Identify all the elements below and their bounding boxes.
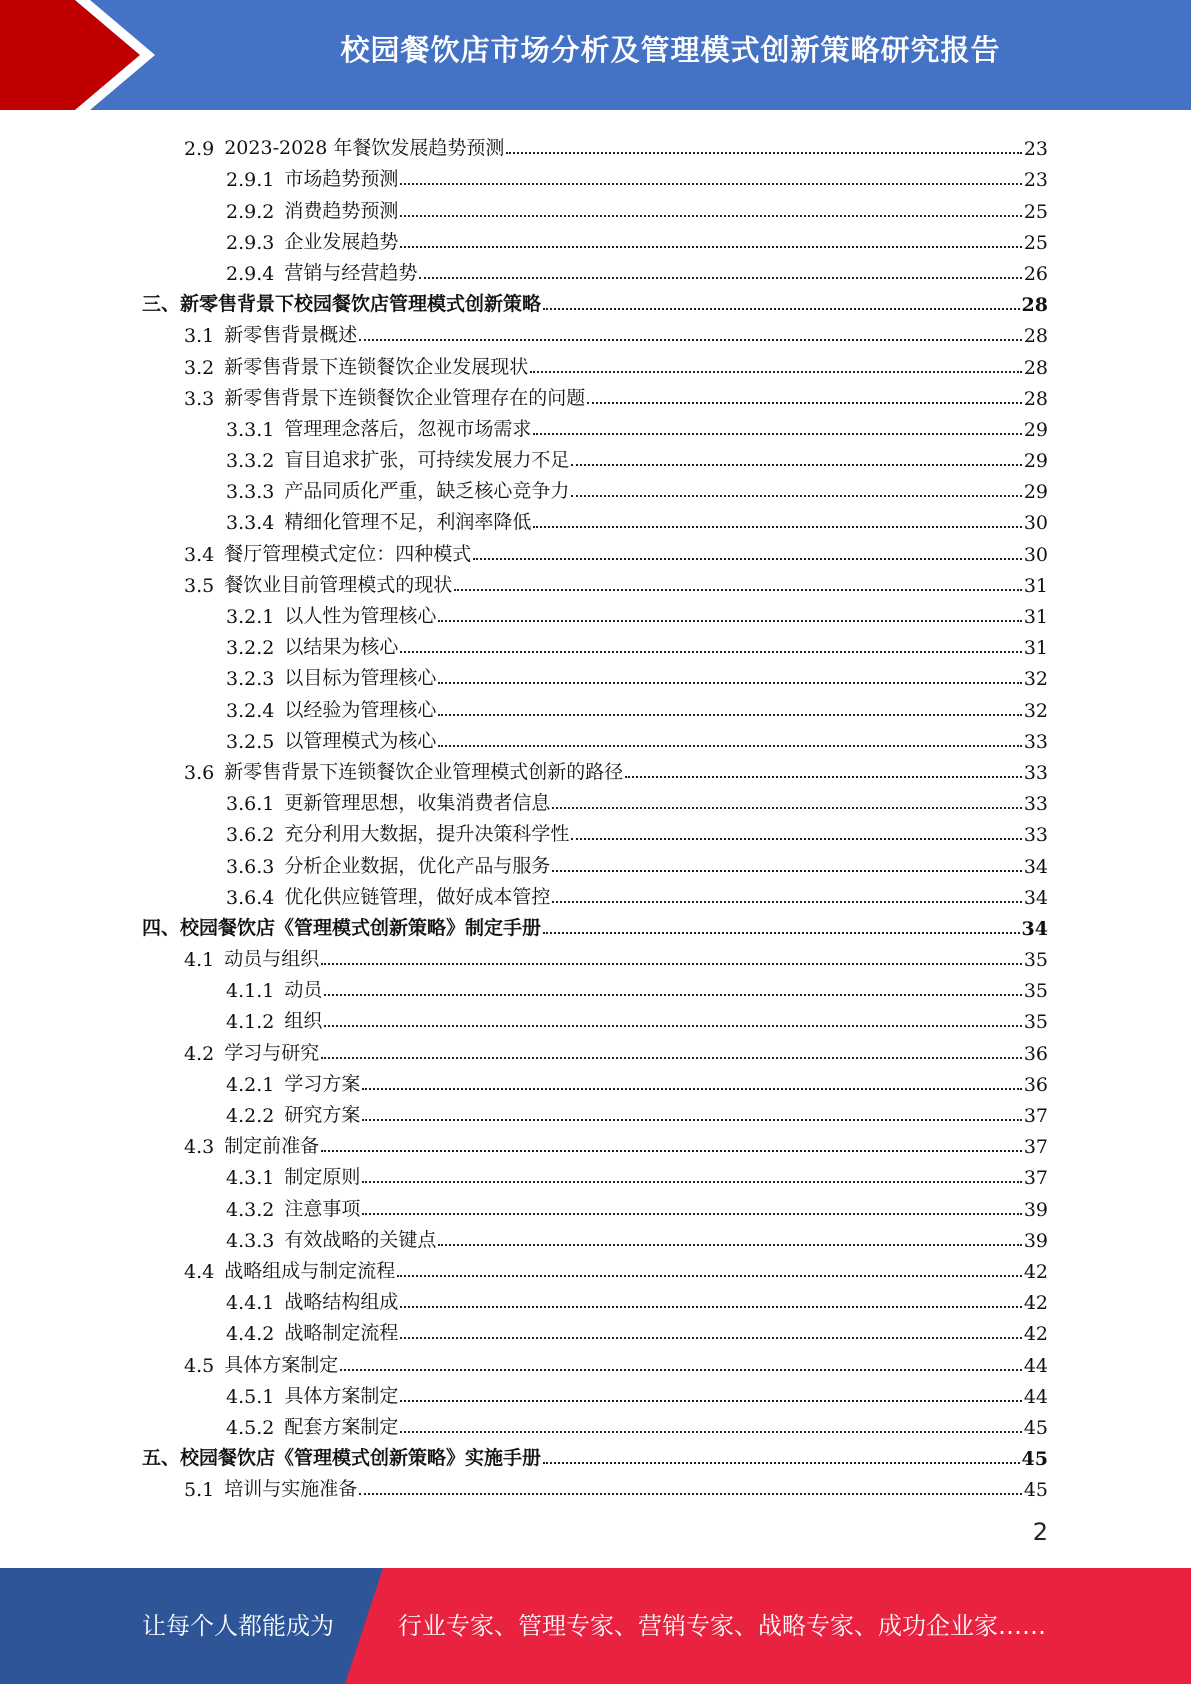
toc-entry-page: 45	[1023, 1479, 1048, 1502]
toc-entry-title: 研究方案	[284, 1104, 361, 1126]
toc-dot-leader	[321, 1150, 1022, 1152]
toc-entry[interactable]	[142, 971, 1048, 1002]
toc-dot-leader	[362, 1181, 1021, 1183]
toc-entry-title: 管理理念落后，忽视市场需求	[284, 417, 532, 440]
toc-entry[interactable]	[142, 1283, 1048, 1314]
toc-dot-leader	[533, 526, 1021, 528]
toc-entry-number: 4.5.2	[226, 1416, 275, 1439]
toc-entry-number: 4.4.2	[226, 1323, 275, 1346]
toc-entry-title: 配套方案制定	[284, 1415, 399, 1438]
toc-entry[interactable]	[142, 129, 1048, 160]
toc-entry-page: 35	[1023, 949, 1048, 972]
toc-entry-page: 34	[1023, 855, 1048, 878]
toc-entry-page: 29	[1023, 418, 1048, 441]
toc-entry-page: 32	[1023, 699, 1048, 722]
toc-entry-number: 4.1	[184, 949, 215, 972]
table-of-contents	[142, 129, 1048, 1501]
toc-entry-number: 3.2.4	[226, 699, 275, 722]
toc-entry-title: 具体方案制定	[284, 1384, 399, 1407]
toc-entry-page: 31	[1023, 606, 1048, 628]
toc-entry[interactable]	[142, 815, 1048, 846]
toc-entry-title: 新零售背景概述	[224, 324, 358, 347]
toc-dot-leader	[587, 402, 1022, 404]
toc-entry-title: 战略组成与制定流程	[224, 1259, 396, 1282]
toc-entry-title: 校园餐饮店《管理模式创新策略》实施手册	[180, 1447, 542, 1470]
toc-dot-leader	[552, 870, 1021, 872]
toc-entry-number: 3.6.4	[226, 886, 275, 909]
toc-entry-number: 3.6.2	[226, 824, 275, 847]
toc-entry-page: 39	[1023, 1229, 1048, 1252]
toc-entry[interactable]	[142, 1252, 1048, 1283]
footer-slogan-right: 行业专家、管理专家、营销专家、战略专家、成功企业家……	[398, 1612, 1046, 1640]
toc-entry[interactable]	[142, 1377, 1048, 1408]
toc-entry-title: 注意事项	[284, 1197, 361, 1220]
toc-dot-leader	[340, 1369, 1022, 1371]
toc-dot-leader	[324, 994, 1021, 996]
toc-entry-title: 新零售背景下连锁餐饮企业管理模式创新的路径	[224, 760, 624, 783]
toc-entry-number: 4.5	[184, 1354, 215, 1377]
toc-entry-title: 制定原则	[284, 1166, 361, 1189]
toc-entry-number: 3.4	[184, 543, 215, 566]
toc-entry[interactable]	[142, 1408, 1048, 1439]
toc-dot-leader	[438, 714, 1021, 716]
toc-entry-title: 校园餐饮店《管理模式创新策略》制定手册	[180, 916, 542, 939]
toc-entry-number: 2.9.4	[226, 262, 275, 285]
toc-entry[interactable]	[142, 441, 1048, 472]
toc-dot-leader	[438, 745, 1021, 747]
toc-entry-page: 31	[1023, 637, 1048, 660]
toc-entry[interactable]	[142, 1033, 1048, 1064]
toc-entry-title: 战略结构组成	[284, 1291, 399, 1314]
toc-entry-title: 有效战略的关键点	[284, 1228, 437, 1251]
toc-entry-page: 25	[1023, 231, 1048, 254]
toc-entry[interactable]	[142, 1065, 1048, 1096]
toc-entry-title: 动员与组织	[224, 948, 320, 971]
toc-entry[interactable]	[142, 1096, 1048, 1127]
toc-entry-page: 30	[1023, 543, 1048, 566]
toc-entry-title: 以目标为管理核心	[284, 667, 437, 690]
toc-dot-leader	[530, 371, 1022, 373]
toc-dot-leader	[359, 339, 1022, 341]
toc-entry-page: 23	[1023, 169, 1048, 192]
toc-dot-leader	[571, 464, 1021, 466]
toc-dot-leader	[400, 1306, 1021, 1308]
toc-entry-page: 35	[1023, 980, 1048, 1003]
toc-dot-leader	[362, 1088, 1021, 1090]
toc-entry-title: 更新管理思想，收集消费者信息	[284, 792, 551, 815]
toc-entry-number: 3.2.5	[226, 730, 275, 753]
toc-entry-page: 29	[1023, 481, 1048, 504]
toc-entry-number: 4.2	[184, 1042, 215, 1065]
toc-entry-page: 30	[1023, 512, 1048, 535]
toc-entry-title: 以人性为管理核心	[284, 605, 437, 627]
toc-entry-page: 33	[1023, 730, 1048, 753]
toc-dot-leader	[400, 215, 1021, 217]
toc-dot-leader	[438, 682, 1021, 684]
toc-entry-number: 3.3.4	[226, 512, 275, 535]
toc-entry-number: 2.9.2	[226, 200, 275, 223]
toc-dot-leader	[438, 1244, 1021, 1246]
toc-entry-page: 44	[1023, 1385, 1048, 1408]
toc-entry-number: 5.1	[184, 1479, 215, 1502]
toc-dot-leader	[438, 620, 1021, 622]
toc-entry-page: 45	[1023, 1416, 1048, 1439]
toc-dot-leader	[400, 1431, 1021, 1433]
toc-entry-page: 33	[1023, 761, 1048, 784]
toc-entry-title: 战略制定流程	[284, 1322, 399, 1345]
toc-entry[interactable]	[142, 191, 1048, 222]
toc-entry[interactable]	[142, 1221, 1048, 1252]
toc-entry-number: 4.1.1	[226, 980, 275, 1003]
toc-entry-page: 36	[1023, 1042, 1048, 1065]
toc-entry-number: 4.4.1	[226, 1292, 275, 1315]
toc-entry[interactable]	[142, 410, 1048, 441]
toc-entry[interactable]	[142, 628, 1048, 659]
toc-entry[interactable]	[142, 379, 1048, 410]
toc-entry-title: 学习方案	[284, 1072, 361, 1095]
toc-entry[interactable]	[142, 846, 1048, 877]
toc-entry[interactable]	[142, 223, 1048, 254]
toc-entry-title: 消费趋势预测	[284, 199, 399, 222]
toc-entry-number: 3.2	[184, 356, 215, 379]
toc-dot-leader	[543, 1462, 1020, 1464]
toc-entry-page: 23	[1023, 138, 1048, 161]
toc-dot-leader	[473, 558, 1022, 560]
toc-entry-number: 3.3.2	[226, 450, 275, 473]
toc-dot-leader	[324, 1025, 1021, 1027]
toc-entry-number: 3.2.1	[226, 606, 275, 628]
toc-entry-title: 以经验为管理核心	[284, 698, 437, 721]
toc-entry-number: 4.2.1	[226, 1073, 275, 1096]
toc-entry-number: 4.3.1	[226, 1167, 275, 1190]
toc-entry-page: 44	[1023, 1354, 1048, 1377]
toc-entry-number: 4.1.2	[226, 1011, 275, 1034]
toc-entry-title: 学习与研究	[224, 1041, 320, 1064]
toc-dot-leader	[321, 1057, 1022, 1059]
toc-entry-page: 34	[1021, 917, 1048, 940]
toc-entry-number: 4.2.2	[226, 1105, 275, 1127]
toc-entry-page: 42	[1023, 1323, 1048, 1346]
toc-entry-number: 3.6.1	[226, 793, 275, 816]
toc-entry-number: 4.5.1	[226, 1385, 275, 1408]
toc-dot-leader	[400, 651, 1021, 653]
toc-entry[interactable]	[142, 659, 1048, 690]
toc-entry-number: 3.3.1	[226, 418, 275, 441]
toc-dot-leader	[400, 1337, 1021, 1339]
toc-entry-title: 盲目追求扩张，可持续发展力不足	[284, 449, 570, 472]
toc-entry[interactable]	[142, 1314, 1048, 1345]
toc-entry-page: 37	[1023, 1136, 1048, 1159]
toc-entry-page: 29	[1023, 450, 1048, 473]
toc-entry-title: 产品同质化严重，缺乏核心竞争力	[284, 480, 570, 503]
toc-entry-page: 28	[1023, 325, 1048, 348]
footer-slogan-left: 让每个人都能成为	[142, 1612, 334, 1640]
toc-entry-page: 42	[1023, 1292, 1048, 1315]
toc-dot-leader	[571, 838, 1021, 840]
toc-dot-leader	[400, 246, 1021, 248]
toc-entry-number: 2.9.1	[226, 169, 275, 192]
toc-entry[interactable]	[142, 1345, 1048, 1376]
toc-entry-title: 新零售背景下连锁餐饮企业管理存在的问题	[224, 386, 586, 409]
toc-entry[interactable]	[142, 347, 1048, 378]
toc-entry-title: 餐饮业目前管理模式的现状	[224, 573, 453, 596]
toc-entry-number: 3.5	[184, 574, 215, 597]
toc-entry-page: 28	[1021, 294, 1048, 317]
red-chevron-shape	[0, 0, 140, 110]
toc-entry[interactable]	[142, 534, 1048, 565]
toc-entry-number: 3.3.3	[226, 481, 275, 504]
toc-dot-leader	[362, 1119, 1021, 1121]
toc-dot-leader	[625, 776, 1022, 778]
toc-entry-number: 3.6.3	[226, 855, 275, 878]
toc-dot-leader	[533, 433, 1021, 435]
toc-entry-page: 25	[1023, 200, 1048, 223]
toc-dot-leader	[397, 1275, 1022, 1277]
toc-entry-title: 动员	[284, 979, 323, 1002]
toc-entry[interactable]	[142, 1127, 1048, 1158]
toc-entry-page: 35	[1023, 1011, 1048, 1034]
toc-entry-number: 4.3	[184, 1136, 215, 1159]
toc-dot-leader	[321, 963, 1022, 965]
toc-entry-title: 分析企业数据，优化产品与服务	[284, 854, 551, 877]
toc-dot-leader	[454, 589, 1022, 591]
toc-entry-page: 33	[1023, 793, 1048, 816]
toc-entry-number: 四、	[142, 916, 181, 939]
toc-entry-title: 优化供应链管理，做好成本管控	[284, 885, 551, 908]
toc-entry[interactable]	[142, 316, 1048, 347]
toc-entry[interactable]	[142, 1439, 1048, 1470]
toc-entry-page: 31	[1023, 574, 1048, 597]
toc-entry-title: 培训与实施准备	[224, 1478, 358, 1501]
toc-dot-leader	[552, 901, 1021, 903]
toc-entry-page: 42	[1023, 1260, 1048, 1283]
toc-entry-number: 2.9	[184, 138, 215, 161]
toc-entry-number: 3.1	[184, 325, 215, 348]
toc-entry-page: 39	[1023, 1198, 1048, 1221]
toc-entry[interactable]	[142, 753, 1048, 784]
page-header	[0, 0, 1191, 110]
toc-entry-number: 三、	[142, 293, 181, 316]
toc-entry[interactable]	[142, 722, 1048, 753]
report-title: 校园餐饮店市场分析及管理模式创新策略研究报告	[340, 33, 1001, 67]
toc-entry[interactable]	[142, 784, 1048, 815]
toc-entry-page: 36	[1023, 1073, 1048, 1096]
toc-entry-number: 3.2.2	[226, 637, 275, 660]
toc-entry-title: 以管理模式为核心	[284, 729, 437, 752]
toc-entry-page: 28	[1023, 356, 1048, 379]
toc-dot-leader	[419, 277, 1021, 279]
toc-entry[interactable]	[142, 878, 1048, 909]
toc-entry-title: 具体方案制定	[224, 1353, 339, 1376]
toc-entry-title: 精细化管理不足，利润率降低	[284, 511, 532, 534]
toc-entry-page: 33	[1023, 824, 1048, 847]
toc-entry-title: 2023-2028 年餐饮发展趋势预测	[224, 137, 505, 160]
toc-entry-page: 37	[1023, 1167, 1048, 1190]
toc-entry[interactable]	[142, 690, 1048, 721]
toc-entry[interactable]	[142, 160, 1048, 191]
toc-dot-leader	[543, 308, 1020, 310]
toc-entry-title: 组织	[284, 1010, 323, 1033]
toc-dot-leader	[552, 807, 1021, 809]
toc-entry[interactable]	[142, 503, 1048, 534]
toc-dot-leader	[571, 495, 1021, 497]
toc-entry[interactable]	[142, 1002, 1048, 1033]
page-number: 2	[1032, 1518, 1048, 1546]
toc-entry-number: 2.9.3	[226, 231, 275, 254]
toc-entry-title: 市场趋势预测	[284, 168, 399, 191]
toc-entry[interactable]	[142, 909, 1048, 940]
toc-entry[interactable]	[142, 285, 1048, 316]
toc-dot-leader	[400, 1400, 1021, 1402]
toc-dot-leader	[506, 152, 1021, 154]
toc-entry-number: 五、	[142, 1447, 181, 1470]
toc-entry-number: 3.2.3	[226, 668, 275, 691]
toc-entry[interactable]	[142, 472, 1048, 503]
toc-entry-title: 制定前准备	[224, 1135, 320, 1158]
toc-entry[interactable]	[142, 254, 1048, 285]
toc-entry-number: 4.4	[184, 1260, 215, 1283]
toc-entry-number: 4.3.3	[226, 1229, 275, 1252]
toc-entry[interactable]	[142, 940, 1048, 971]
toc-entry-page: 37	[1023, 1105, 1048, 1127]
toc-entry-page: 26	[1023, 262, 1048, 285]
toc-entry[interactable]	[142, 1189, 1048, 1220]
toc-entry-number: 4.3.2	[226, 1198, 275, 1221]
toc-entry-page: 45	[1021, 1448, 1048, 1471]
toc-entry-page: 34	[1023, 886, 1048, 909]
toc-dot-leader	[362, 1213, 1021, 1215]
toc-entry[interactable]	[142, 1470, 1048, 1501]
toc-entry-title: 新零售背景下连锁餐饮企业发展现状	[224, 355, 529, 378]
toc-entry-title: 新零售背景下校园餐饮店管理模式创新策略	[180, 293, 542, 316]
toc-entry-title: 以结果为核心	[284, 636, 399, 659]
toc-entry-title: 餐厅管理模式定位：四种模式	[224, 542, 472, 565]
toc-entry-page: 28	[1023, 387, 1048, 410]
toc-dot-leader	[543, 932, 1020, 934]
toc-dot-leader	[359, 1493, 1022, 1495]
toc-entry[interactable]	[142, 597, 1048, 628]
toc-entry-title: 充分利用大数据，提升决策科学性	[284, 823, 570, 846]
toc-entry[interactable]	[142, 1158, 1048, 1189]
toc-entry[interactable]	[142, 566, 1048, 597]
toc-dot-leader	[400, 183, 1021, 185]
toc-entry-number: 3.3	[184, 387, 215, 410]
toc-entry-page: 32	[1023, 668, 1048, 691]
toc-entry-number: 3.6	[184, 761, 215, 784]
toc-entry-title: 企业发展趋势	[284, 230, 399, 253]
toc-entry-title: 营销与经营趋势	[284, 261, 418, 284]
